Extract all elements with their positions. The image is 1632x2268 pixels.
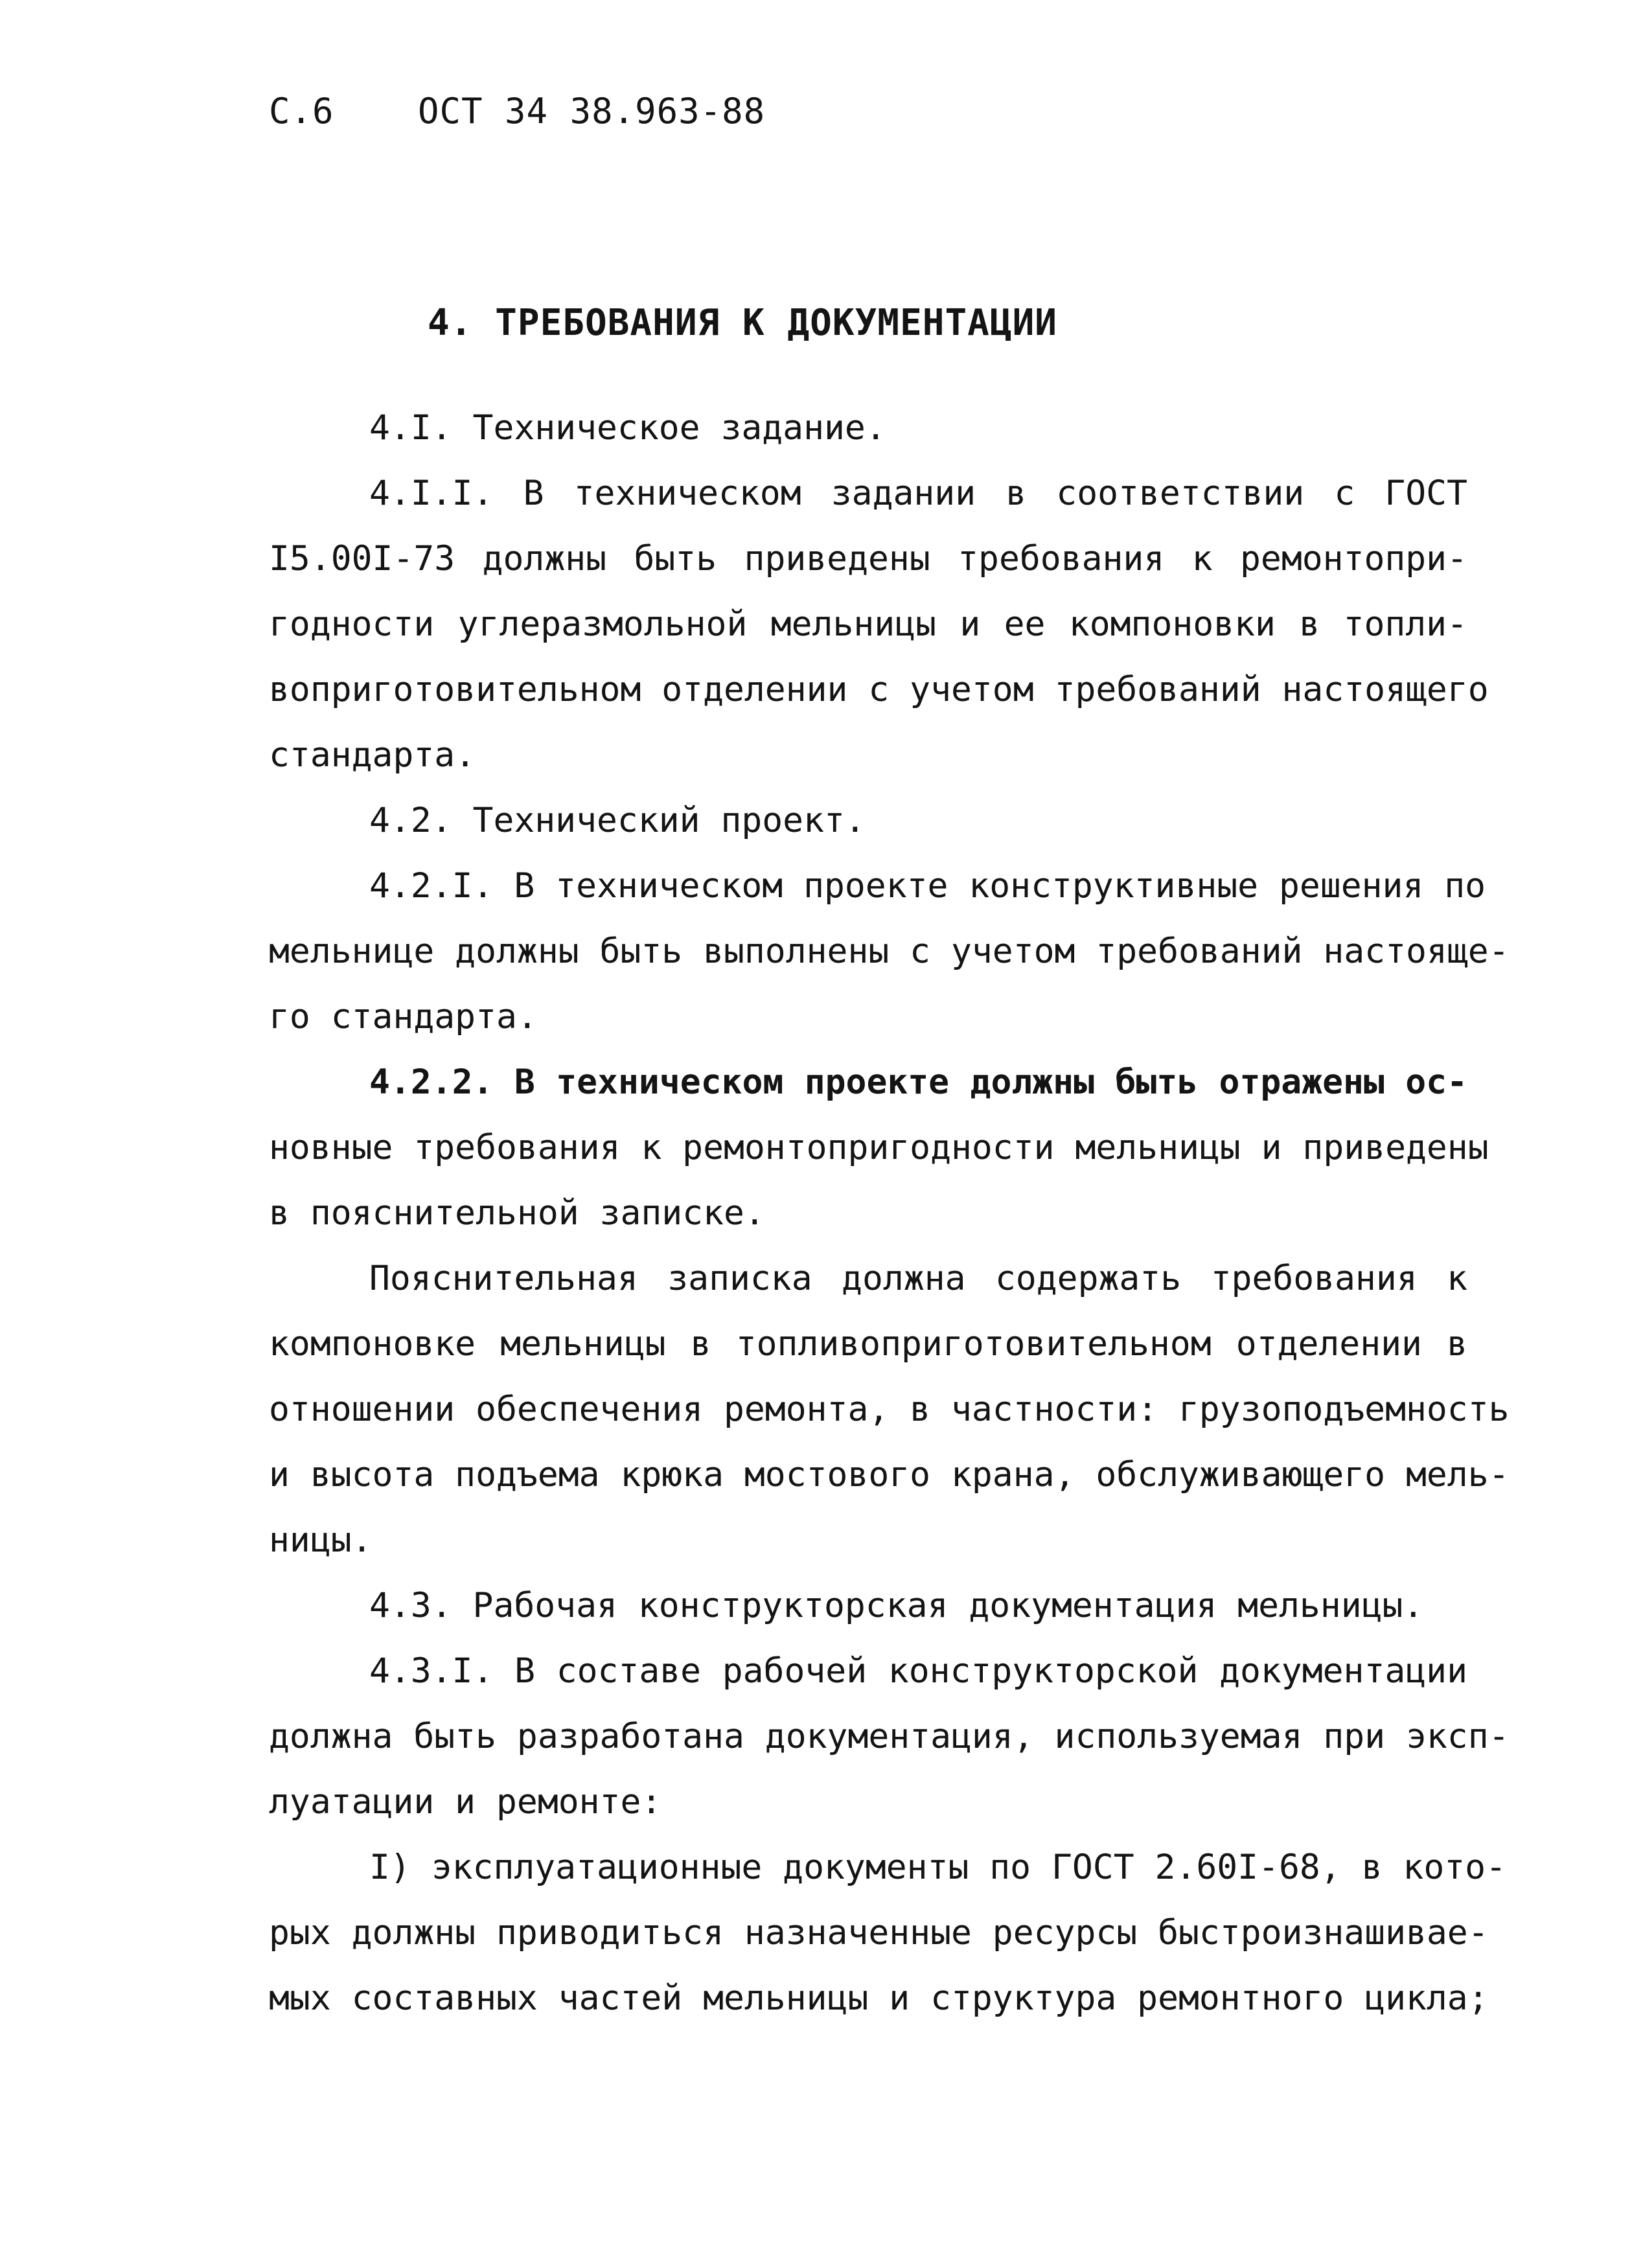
line-24: рых должны приводиться назначенные ресурсы быстроизнашивае- (269, 1913, 1489, 1953)
line-6: стандарта. (269, 735, 476, 775)
line-9: мельнице должны быть выполнены с учетом требований настояще- (269, 932, 1510, 971)
line-19: 4.3. Рабочая конструкторская документация мельницы. (369, 1586, 1424, 1625)
line-15: компоновке мельницы в топливоприготовительном отделении в (269, 1324, 1467, 1364)
document-body (269, 395, 1510, 2031)
page-header (269, 91, 765, 132)
line-4: годности углеразмольной мельницы и ее компоновки в топли- (269, 604, 1467, 644)
line-18: ницы. (269, 1520, 373, 1560)
line-13: в пояснительной записке. (269, 1193, 765, 1233)
line-14: Пояснительная записка должна содержать требования к (369, 1259, 1467, 1298)
line-8: 4.2.I. В техническом проекте конструктивные решения по (369, 866, 1486, 906)
line-21: должна быть разработана документация, используемая при эксп- (269, 1717, 1510, 1756)
page-number: С.6 (269, 91, 334, 132)
line-1: 4.I. Техническое задание. (369, 408, 886, 448)
section-title: 4. ТРЕБОВАНИЯ К ДОКУМЕНТАЦИИ (428, 302, 1058, 344)
line-20: 4.3.I. В составе рабочей конструкторской документации (369, 1651, 1467, 1691)
line-22: луатации и ремонте: (269, 1782, 662, 1822)
line-10: го стандарта. (269, 997, 538, 1037)
line-11: 4.2.2. В техническом проекте должны быть отражены ос- (369, 1062, 1467, 1102)
line-12: новные требования к ремонтопригодности мельницы и приведены (269, 1128, 1489, 1167)
line-3: I5.00I-73 должны быть приведены требования к ремонтопри- (269, 539, 1467, 578)
line-25: мых составных частей мельницы и структура ремонтного цикла; (269, 1978, 1489, 2018)
line-5: воприготовительном отделении с учетом требований настоящего (269, 670, 1489, 709)
line-2: 4.I.I. В техническом задании в соответствии с ГОСТ (369, 474, 1467, 513)
standard-designation: ОСТ 34 38.963-88 (418, 91, 766, 132)
line-7: 4.2. Технический проект. (369, 801, 866, 840)
line-17: и высота подъема крюка мостового крана, обслуживающего мель- (269, 1455, 1510, 1495)
line-23: I) эксплуатационные документы по ГОСТ 2.60I-68, в кото- (369, 1848, 1506, 1887)
line-16: отношении обеспечения ремонта, в частности: грузоподъемность (269, 1390, 1510, 1429)
